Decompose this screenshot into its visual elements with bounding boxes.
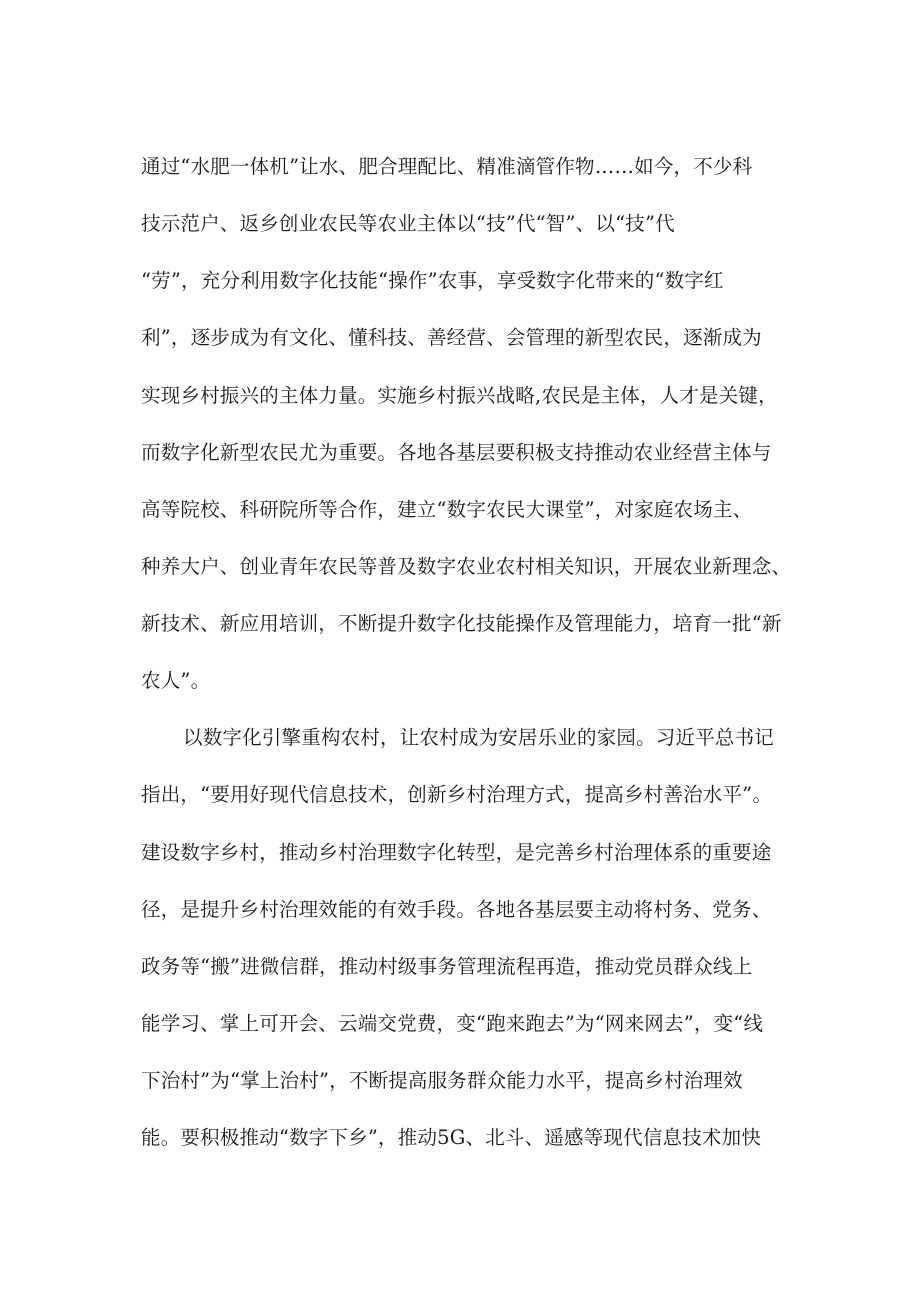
text-line: 以数字化引擎重构农村，让农村成为安居乐业的家园。习近平总书记 <box>183 726 775 750</box>
text-line: 能学习、掌上可开会、云端交党费，变“跑来跑去”为“网来网去”，变“线 <box>141 1011 764 1035</box>
text-line: 利”，逐步成为有文化、懂科技、善经营、会管理的新型农民，逐渐成为 <box>141 326 762 350</box>
text-line: 农人”。 <box>141 669 211 693</box>
text-line: “劳”，充分利用数字化技能“操作”农事，享受数字化带来的“数字红 <box>141 269 724 293</box>
text-line: 实现乡村振兴的主体力量。实施乡村振兴战略,农民是主体，人才是关键， <box>141 383 778 407</box>
text-line: 下治村”为“掌上治村”，不断提高服务群众能力水平，提高乡村治理效 <box>141 1069 743 1092</box>
text-line: 种养大户、创业青年农民等普及数字农业农村相关知识，开展农业新理念、 <box>141 554 792 578</box>
text-line: 径，是提升乡村治理效能的有效手段。各地各基层要主动将村务、党务、 <box>141 897 772 921</box>
text-line: 能。要积极推动“数字下乡”，推动5G、北斗、遥感等现代信息技术加快 <box>141 1126 762 1150</box>
text-line: 通过“水肥一体机”让水、肥合理配比、精准滴管作物……如今，不少科 <box>141 155 753 178</box>
text-line: 指出，“要用好现代信息技术，创新乡村治理方式，提高乡村善治水平”。 <box>141 783 773 807</box>
text-line: 高等院校、科研院所等合作，建立“数字农民大课堂”，对家庭农场主、 <box>141 497 753 521</box>
paragraph <box>141 138 801 709</box>
text-line: 技示范户、返乡创业农民等农业主体以“技”代“智”、以“技”代 <box>141 212 675 236</box>
text-line: 而数字化新型农民尤为重要。各地各基层要积极支持推动农业经营主体与 <box>141 440 772 464</box>
text-line: 新技术、新应用培训，不断提升数字化技能操作及管理能力，培育一批“新 <box>141 612 782 635</box>
text-line: 建设数字乡村，推动乡村治理数字化转型，是完善乡村治理体系的重要途 <box>141 840 772 864</box>
paragraph <box>141 709 801 1166</box>
document-body <box>141 138 801 1166</box>
text-line: 政务等“搬”进微信群，推动村级事务管理流程再造，推动党员群众线上 <box>141 954 753 978</box>
